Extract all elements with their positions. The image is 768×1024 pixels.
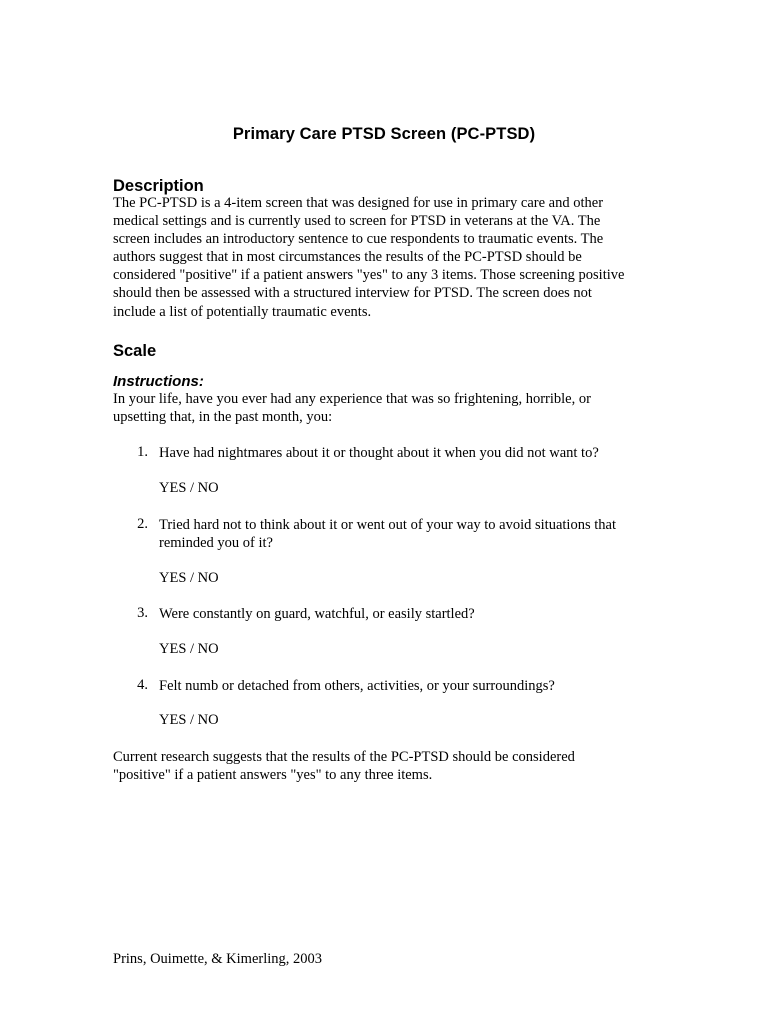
description-line: include a list of potentially traumatic events.	[113, 303, 372, 320]
item-question-line: Have had nightmares about it or thought about it when you did not want to?	[159, 445, 599, 461]
item-number: 3.	[137, 605, 148, 621]
item-question	[159, 516, 649, 552]
description-line: medical settings and is currently used to screen for PTSD in veterans at the VA. The	[113, 213, 601, 230]
item-question-line: Felt numb or detached from others, activities, or your surroundings?	[159, 678, 555, 694]
citation: Prins, Ouimette, & Kimerling, 2003	[113, 951, 323, 967]
description-line: considered "positive" if a patient answers "yes" to any 3 items. Those screening positive	[113, 267, 625, 284]
item-number: 4.	[137, 677, 148, 693]
yes-no-answer: YES / NO	[159, 480, 219, 496]
item-question	[159, 444, 649, 462]
yes-no-answer: YES / NO	[159, 641, 219, 657]
yes-no-answer: YES / NO	[159, 570, 219, 586]
description-heading: Description	[113, 177, 204, 195]
instructions-paragraph	[113, 390, 653, 426]
item-number: 1.	[137, 444, 148, 460]
item-question	[159, 605, 649, 623]
instructions-line: In your life, have you ever had any experience that was so frightening, horrible, or	[113, 391, 591, 407]
page-title: Primary Care PTSD Screen (PC-PTSD)	[232, 125, 536, 143]
description-line: authors suggest that in most circumstances the results of the PC-PTSD should be	[113, 249, 582, 266]
yes-no-answer: YES / NO	[159, 712, 219, 728]
conclusion-line: "positive" if a patient answers "yes" to any three items.	[113, 767, 433, 784]
item-question-line: reminded you of it?	[159, 535, 273, 552]
conclusion-line: Current research suggests that the results of the PC-PTSD should be considered	[113, 749, 575, 765]
item-question-line: Were constantly on guard, watchful, or easily startled?	[159, 606, 475, 622]
item-question-line: Tried hard not to think about it or went out of your way to avoid situations that	[159, 517, 616, 533]
description-line: should then be assessed with a structured interview for PTSD. The screen does not	[113, 285, 592, 302]
conclusion-paragraph	[113, 748, 653, 784]
item-number: 2.	[137, 516, 148, 532]
description-paragraph	[113, 194, 653, 321]
item-question	[159, 677, 649, 695]
description-line: The PC-PTSD is a 4-item screen that was designed for use in primary care and other	[113, 195, 604, 211]
instructions-line: upsetting that, in the past month, you:	[113, 409, 333, 426]
instructions-label: Instructions:	[113, 373, 204, 390]
scale-heading: Scale	[113, 342, 157, 360]
description-line: screen includes an introductory sentence to cue respondents to traumatic events. The	[113, 231, 604, 248]
